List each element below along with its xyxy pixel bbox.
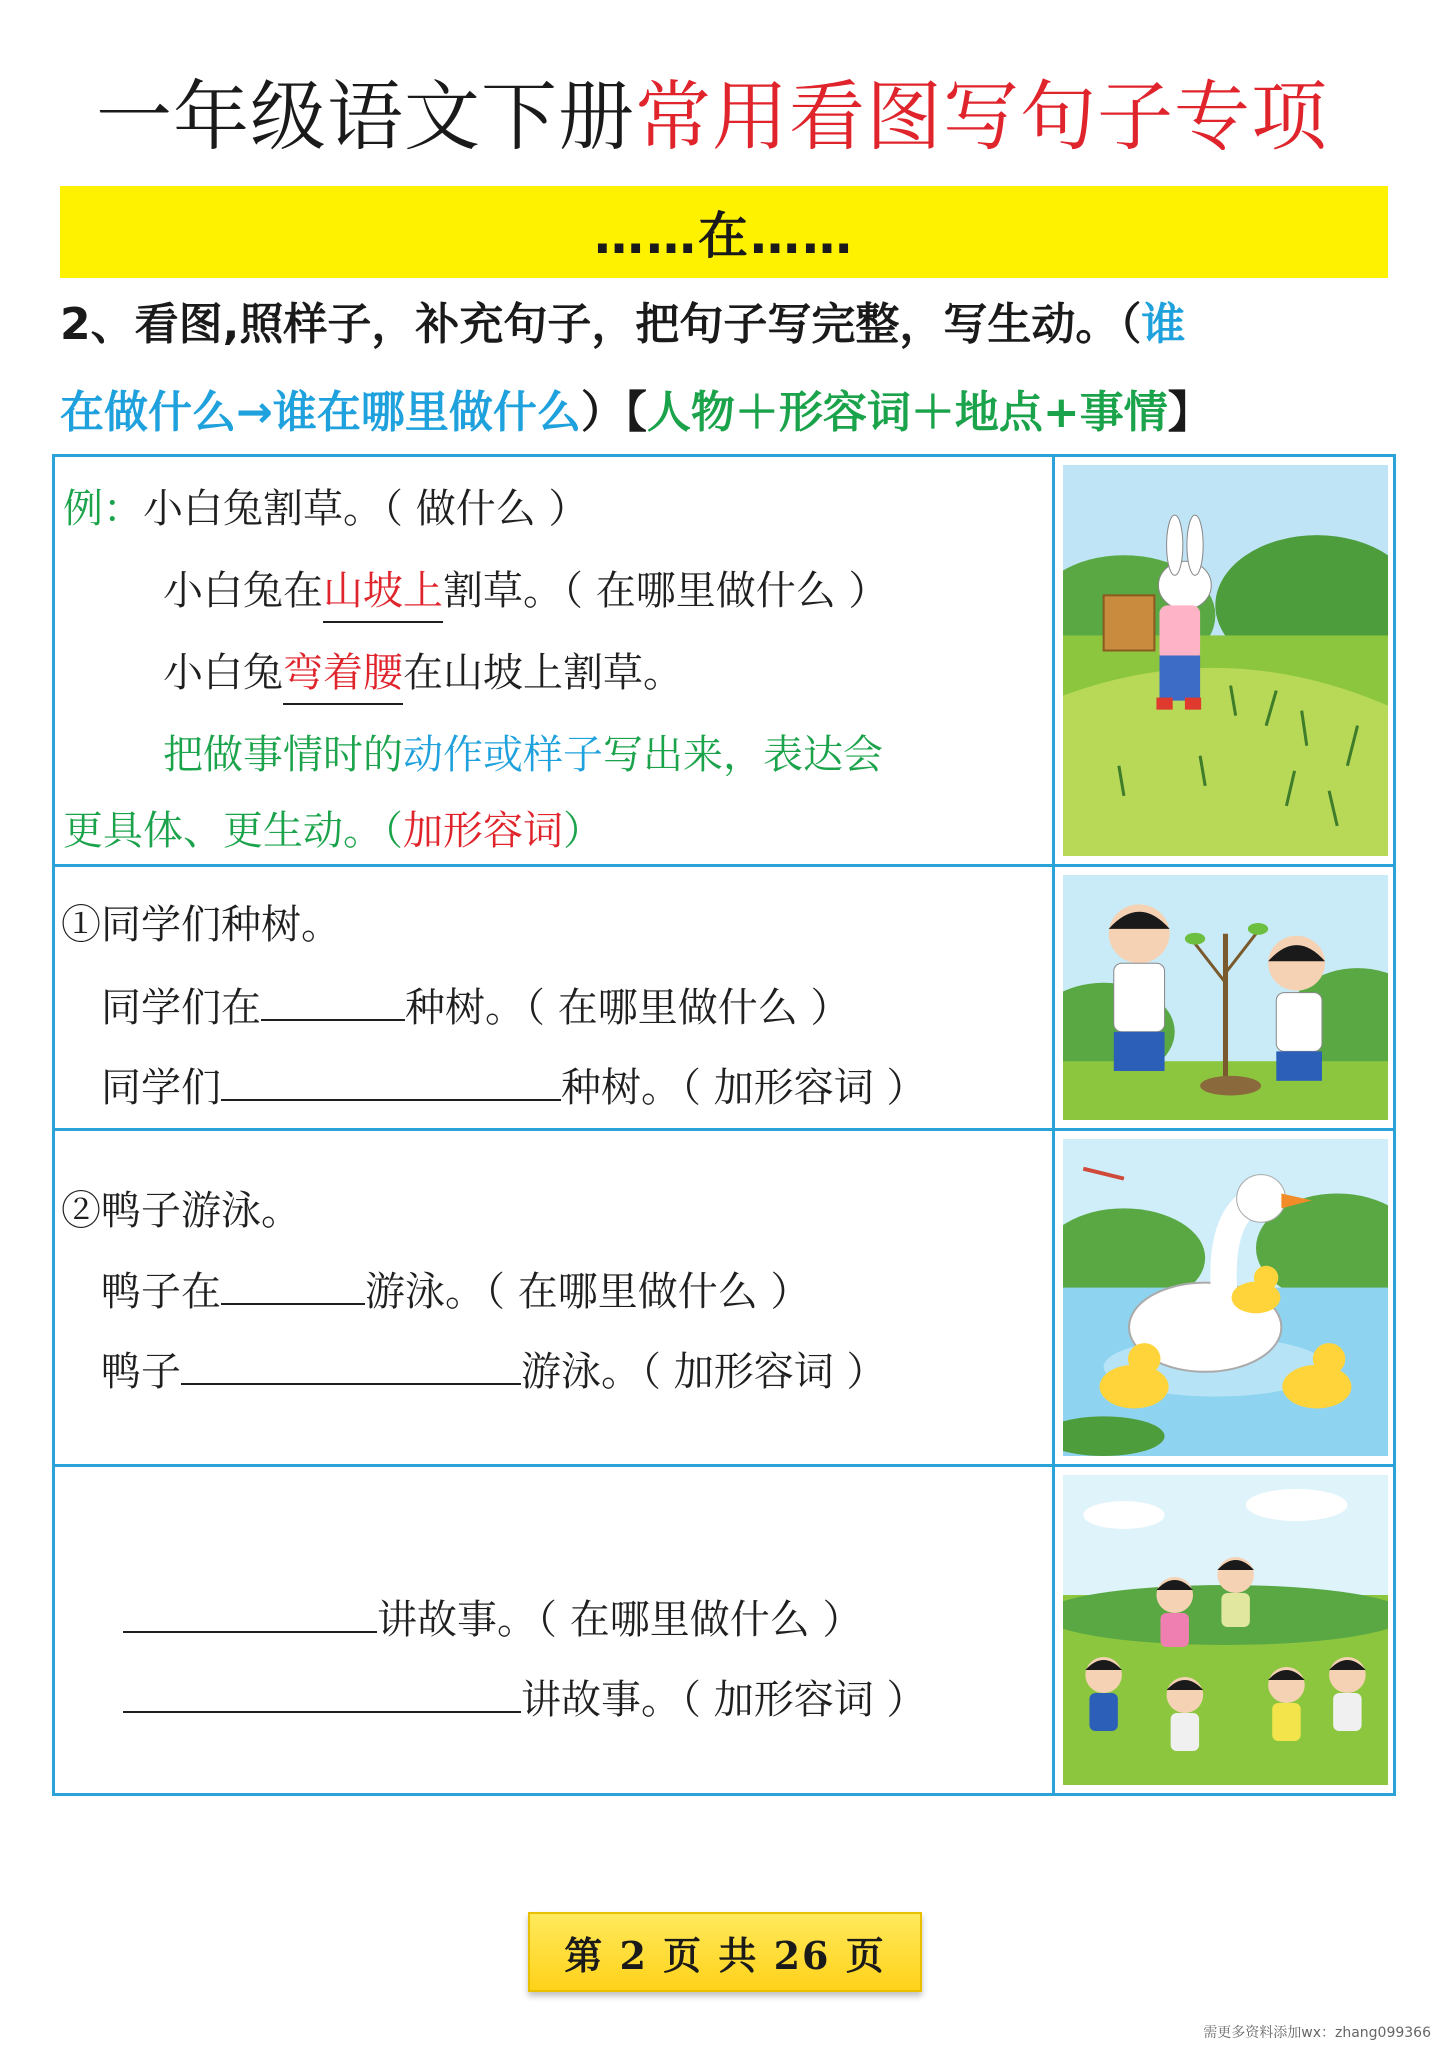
q2-blank-adj[interactable]: [181, 1341, 521, 1385]
example-tip-1: [163, 725, 883, 785]
example-s2-a: 小白兔在: [163, 568, 323, 614]
instruction-text: 2、看图,照样子，补充句子，把句子写完整，写生动。（: [60, 299, 1142, 350]
example-s3-b: 在山坡上割草。: [403, 650, 683, 696]
question-1-line-1: [101, 977, 850, 1038]
page-indicator-text: 第 2 页 共 26 页: [564, 1932, 886, 1978]
q2-blank-place[interactable]: [221, 1261, 365, 1305]
q1-l1-b: 种树。（ 在哪里做什么 ）: [405, 985, 851, 1031]
question-2-line-1: [101, 1261, 810, 1322]
duck-picture-cell: [1055, 1131, 1396, 1467]
q3-l2-b: 讲故事。（ 加形容词 ）: [521, 1677, 927, 1723]
instruction-pattern: 在做什么→谁在哪里做什么: [60, 387, 581, 438]
question-3-line-1: [123, 1589, 862, 1650]
question-3-cell: [55, 1467, 1055, 1793]
question-1-line-2: [101, 1057, 926, 1118]
instruction-formula: 人物＋形容词＋地点+事情: [646, 387, 1168, 438]
page-title: [96, 62, 1328, 172]
example-line-3: [163, 643, 683, 705]
q1-l1-a: 同学们在: [101, 985, 261, 1031]
q2-l1-b: 游泳。（ 在哪里做什么 ）: [365, 1269, 811, 1315]
rabbit-mowing-illustration: [1063, 465, 1388, 856]
page-indicator: [528, 1912, 922, 1992]
tree-picture-cell: [1055, 867, 1396, 1131]
example-cell: [55, 457, 1055, 867]
title-red: 常用看图写句子专项: [635, 72, 1328, 161]
instruction-blue: 谁: [1141, 299, 1186, 350]
q2-l2-b: 游泳。（ 加形容词 ）: [521, 1349, 887, 1395]
tip-b: 写出来，表达会: [603, 732, 883, 778]
exercise-table: [52, 454, 1396, 1796]
q2-l2-a: 鸭子: [101, 1349, 181, 1395]
instruction-line-1: [60, 290, 1185, 360]
example-line-2: [163, 561, 888, 623]
example-s3-adj: 弯着腰: [283, 643, 403, 705]
banner-text: ……在……: [594, 207, 854, 265]
tip-blue: 动作或样子: [403, 732, 603, 778]
example-s2-b: 割草。（ 在哪里做什么 ）: [443, 568, 889, 614]
watermark: 需更多资料添加wx：zhang099366: [1203, 2025, 1431, 2041]
instruction-line-2: [60, 378, 1212, 448]
example-sentence-1: 小白兔割草。（ 做什么 ）: [143, 486, 589, 532]
title-black: 一年级语文下册: [96, 72, 635, 161]
question-1-cell: [55, 867, 1055, 1131]
children-storytelling-illustration: [1063, 1475, 1388, 1785]
question-2-title: ②鸭子游泳。: [61, 1188, 301, 1234]
q3-blank-adj[interactable]: [123, 1669, 521, 1713]
question-2-cell: [55, 1131, 1055, 1467]
tip-a: 把做事情时的: [163, 732, 403, 778]
q3-l1-b: 讲故事。（ 在哪里做什么 ）: [377, 1597, 863, 1643]
example-s3-a: 小白兔: [163, 650, 283, 696]
q1-blank-place[interactable]: [261, 977, 405, 1021]
q1-l2-b: 种树。（ 加形容词 ）: [561, 1065, 927, 1111]
q1-l2-a: 同学们: [101, 1065, 221, 1111]
example-s2-place: 山坡上: [323, 561, 443, 623]
q2-l1-a: 鸭子在: [101, 1269, 221, 1315]
tip2-red: 加形容词: [403, 808, 563, 854]
q1-blank-adj[interactable]: [221, 1057, 561, 1101]
rabbit-picture-cell: [1055, 457, 1396, 867]
question-3-line-2: [123, 1669, 926, 1730]
story-picture-cell: [1055, 1467, 1396, 1793]
example-tip-2: [63, 801, 603, 861]
tip2-close: ）: [563, 808, 603, 854]
children-planting-illustration: [1063, 875, 1388, 1120]
instruction-bracket-close: 】: [1167, 387, 1212, 438]
q3-blank-place[interactable]: [123, 1589, 377, 1633]
instruction-bracket-open: ）【: [580, 387, 647, 438]
ducks-swimming-illustration: [1063, 1139, 1388, 1456]
question-2-line-2: [101, 1341, 886, 1402]
tip2-a: 更具体、更生动。（: [63, 808, 403, 854]
question-1-title: ①同学们种树。: [61, 902, 341, 948]
example-line-1: [63, 479, 588, 539]
example-label: 例：: [63, 486, 143, 532]
topic-banner: [60, 186, 1388, 278]
